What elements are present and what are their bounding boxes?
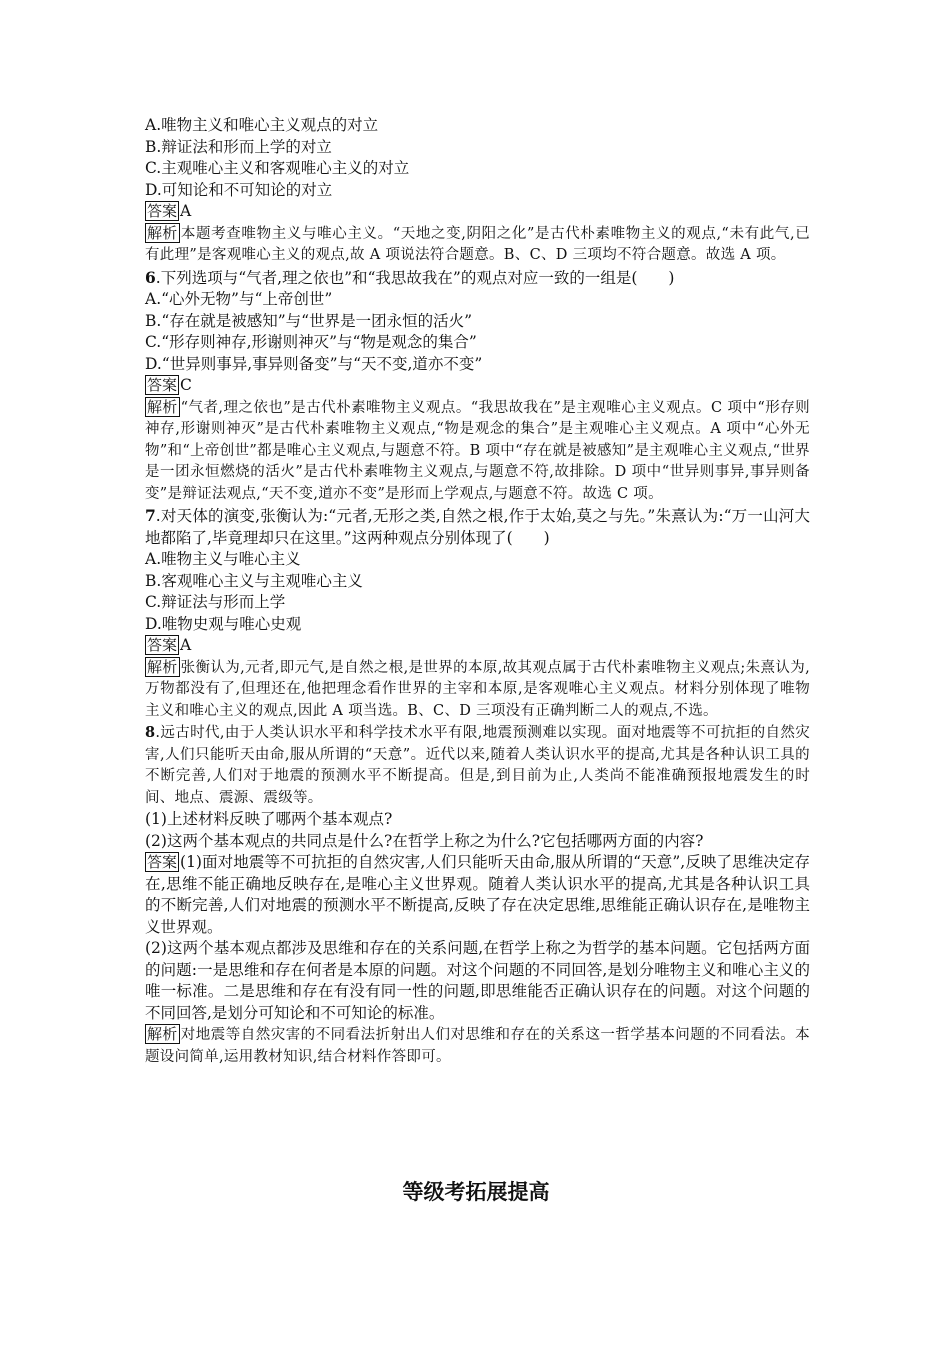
q6-option-a: A.“心外无物”与“上帝创世” xyxy=(145,290,333,308)
explain-tag: 解析 xyxy=(147,1025,178,1043)
q6-option-d: D.“世异则事异,事异则备变”与“天不变,道亦不变” xyxy=(145,354,483,373)
q6-option-c: C.“形存则神存,形谢则神灭”与“物是观念的集合” xyxy=(145,333,477,351)
q8-explanation xyxy=(145,1024,810,1068)
section-title: 等级考拓展提高 xyxy=(402,1180,550,1204)
q6-stem-text: .下列选项与“气者,理之依也”和“我思故我在”的观点对应一致的一组是( ) xyxy=(155,268,675,287)
q6-answer-value: C xyxy=(180,376,192,394)
q8-stem-text: .远古时代,由于人类认识水平和科学技术水平有限,地震预测难以实现。面对地震等不可抗拒的自然灾害,人们只能听天由命,服从所谓的“天意”。近代以来,随着人类认识水平的提高,尤其是各种认识工具的不断完善,人们对于地震的预测水平不断提高。但是,到目前为止,人类尚不能准确预报地震发生的时间、地点、震源、震级等。 xyxy=(145,725,810,806)
q8-answer-1-text: (1)面对地震等不可抗拒的自然灾害,人们只能听天由命,服从所谓的“天意”,反映了思维决定存在,思维不能正确地反映存在,是唯心主义世界观。随着人类认识水平的提高,尤其是各种认识工具的不断完善,人们对地震的预测水平不断提高,反映了存在决定思维,思维能正确认识存在,是唯物主义世界观。 xyxy=(145,853,810,936)
document-body xyxy=(145,115,810,1068)
q5-answer xyxy=(145,201,810,223)
answer-tag: 答案 xyxy=(147,202,178,220)
q5-explanation xyxy=(145,223,810,267)
q8-subquestion-1: (1)上述材料反映了哪两个基本观点? xyxy=(145,810,393,828)
q8-stem xyxy=(145,722,810,809)
answer-tag: 答案 xyxy=(147,853,178,871)
q7-stem-text: .对天体的演变,张衡认为:“元者,无形之类,自然之根,作于太始,莫之与先。”朱熹认为:“万一山河大地都陷了,毕竟理却只在这里。”这两种观点分别体现了( ) xyxy=(145,507,810,547)
q7-answer xyxy=(145,635,810,657)
q7-number: 7 xyxy=(145,506,156,525)
q5-option-b: B.辩证法和形而上学的对立 xyxy=(145,137,332,156)
q7-explanation xyxy=(145,657,810,723)
q6-answer xyxy=(145,375,810,397)
q7-option-b: B.客观唯心主义与主观唯心主义 xyxy=(145,571,363,590)
explain-tag: 解析 xyxy=(147,223,178,242)
explain-tag: 解析 xyxy=(147,397,178,416)
answer-tag: 答案 xyxy=(147,376,178,394)
q5-explanation-text: 本题考查唯物主义与唯心主义。“天地之变,阴阳之化”是古代朴素唯物主义的观点,“未有此气,已有此理”是客观唯心主义的观点,故 A 项说法符合题意。B、C、D 三项均不符合题意。故选 A 项。 xyxy=(145,225,810,263)
q6-explanation-text: “气者,理之依也”是古代朴素唯物主义观点。“我思故我在”是主观唯心主义观点。C 项中“形存则神存,形谢则神灭”是古代朴素唯物主义观点,“物是观念的集合”是主观唯心主义观点。A 项中“心外无物”和“上帝创世”都是唯心主义观点,与题意不符。B 项中“存在就是被感知”是主观唯心主义观点,“世界是一团永恒燃烧的活火”是古代朴素唯物主义观点,与题意不符,故排除。D 项中“世异则事异,事异则备变”是辩证法观点,“天不变,道亦不变”是形而上学观点,与题意不符。故选 C 项。 xyxy=(145,399,810,502)
q8-subquestion-2: (2)这两个基本观点的共同点是什么?在哲学上称之为什么?它包括哪两方面的内容? xyxy=(145,831,704,850)
q6-explanation xyxy=(145,397,810,506)
q5-answer-value: A xyxy=(180,202,192,220)
answer-tag: 答案 xyxy=(147,636,178,654)
q8-answer-1 xyxy=(145,852,810,938)
q8-answer-2: (2)这两个基本观点都涉及思维和存在的关系问题,在哲学上称之为哲学的基本问题。它包括两方面的问题:一是思维和存在何者是本原的问题。对这个问题的不同回答,是划分唯物主义和唯心主义的唯一标准。二是思维和存在有没有同一性的问题,即思维能否正确认识存在的问题。对这个问题的不同回答,是划分可知论和不可知论的标准。 xyxy=(145,939,810,1022)
q7-option-c: C.辩证法与形而上学 xyxy=(145,593,286,611)
explain-tag: 解析 xyxy=(147,657,178,676)
q8-number: 8 xyxy=(145,724,156,741)
q7-answer-value: A xyxy=(180,636,192,654)
q6-stem xyxy=(145,267,810,290)
q8-explanation-text: 对地震等自然灾害的不同看法折射出人们对思维和存在的关系这一哲学基本问题的不同看法。本题设问简单,运用教材知识,结合材料作答即可。 xyxy=(145,1027,810,1065)
q7-option-a: A.唯物主义与唯心主义 xyxy=(145,550,301,568)
q5-option-c: C.主观唯心主义和客观唯心主义的对立 xyxy=(145,159,410,177)
q6-number: 6 xyxy=(145,267,156,287)
q7-option-d: D.唯物史观与唯心史观 xyxy=(145,614,302,633)
q5-option-a: A.唯物主义和唯心主义观点的对立 xyxy=(145,116,379,134)
q6-option-b: B.“存在就是被感知”与“世界是一团永恒的活火” xyxy=(145,311,473,330)
q7-explanation-text: 张衡认为,元者,即元气,是自然之根,是世界的本原,故其观点属于古代朴素唯物主义观点;朱熹认为,万物都没有了,但理还在,他把理念看作世界的主宰和本原,是客观唯心主义观点。材料分别体现了唯物主义和唯心主义的观点,因此 A 项当选。B、C、D 三项没有正确判断二人的观点,不选。 xyxy=(145,659,810,719)
q7-stem xyxy=(145,505,810,549)
q5-option-d: D.可知论和不可知论的对立 xyxy=(145,180,333,199)
